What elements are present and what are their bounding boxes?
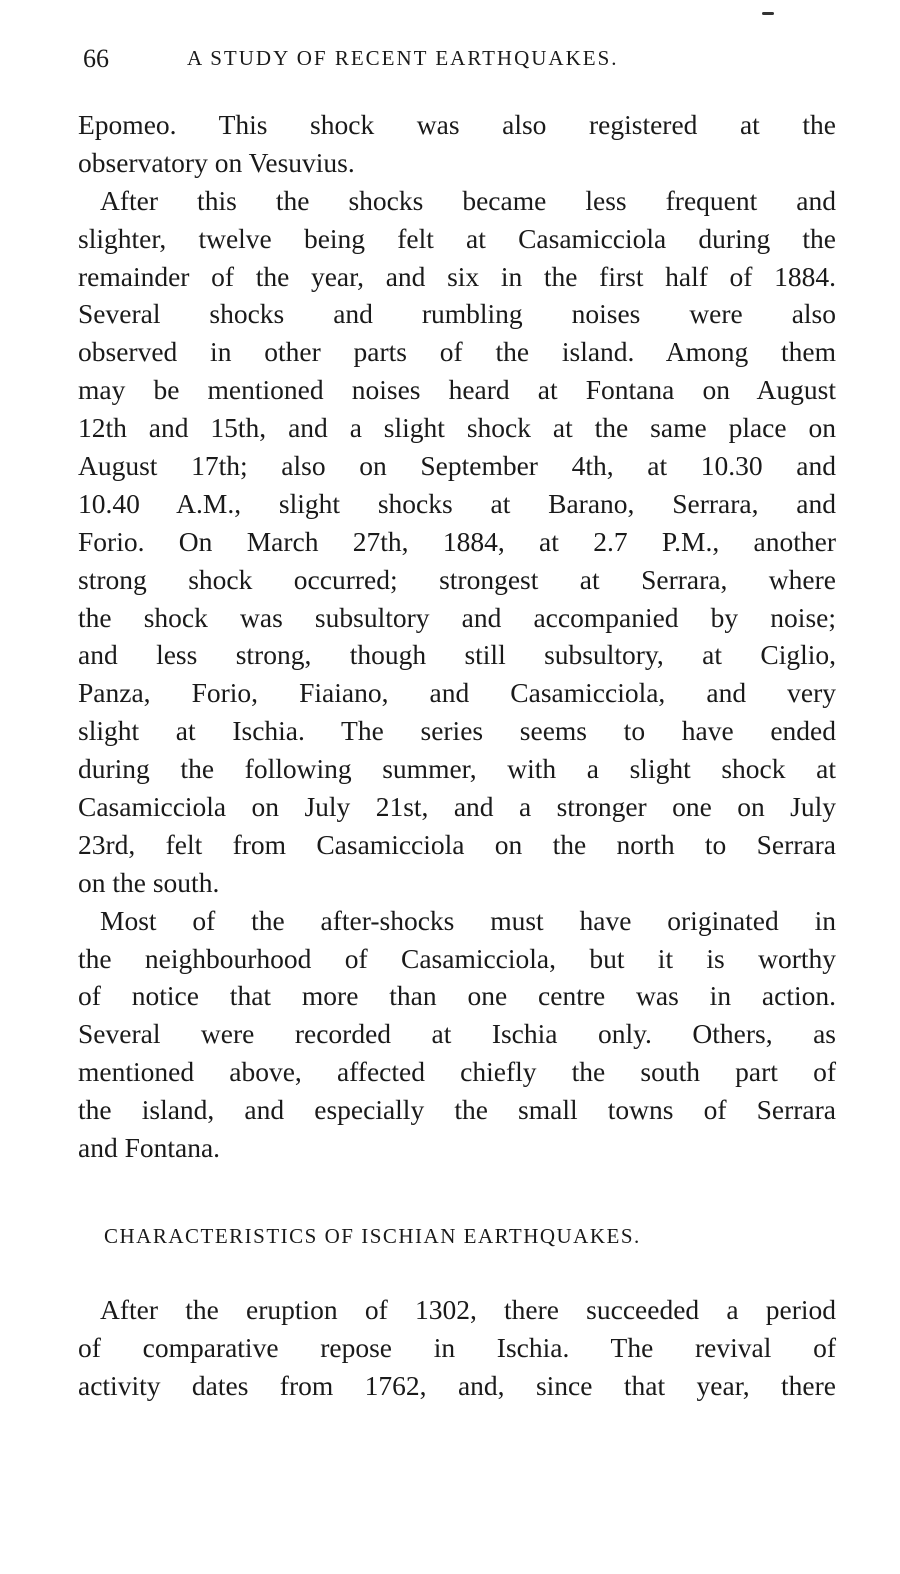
text-line: After the eruption of 1302, there succeeded a period: [100, 1294, 836, 1325]
text-line: Panza, Forio, Fiaiano, and Casamicciola, and very: [78, 677, 836, 709]
running-title: A STUDY OF RECENT EARTHQUAKES.: [187, 46, 619, 70]
text-line: on the south.: [78, 866, 220, 898]
text-line: may be mentioned noises heard at Fontana on August: [78, 374, 836, 406]
final-paragraph: [78, 1291, 836, 1405]
text-line: and less strong, though still subsultory, at Ciglio,: [78, 639, 836, 671]
text-line: remainder of the year, and six in the first half of 1884.: [78, 260, 836, 292]
text-line: of notice that more than one centre was in action.: [78, 980, 836, 1012]
text-line: mentioned above, affected chiefly the south part of: [78, 1056, 836, 1088]
text-line: Several shocks and rumbling noises were also: [78, 298, 836, 330]
text-line: observed in other parts of the island. Among them: [78, 336, 836, 368]
scan-mark: [762, 12, 774, 15]
text-line: slighter, twelve being felt at Casamicciola during the: [78, 222, 836, 254]
text-line: 23rd, felt from Casamicciola on the north to Serrara: [78, 828, 836, 860]
text-line: Casamicciola on July 21st, and a stronger one on July: [78, 791, 836, 823]
text-line: Most of the after-shocks must have originated in: [100, 904, 836, 936]
page-number: 66: [83, 44, 109, 73]
body-text: [78, 106, 836, 1167]
text-line: After this the shocks became less frequent and: [100, 184, 836, 216]
text-line: activity dates from 1762, and, since that year, there: [78, 1369, 836, 1401]
text-line: August 17th; also on September 4th, at 10.30 and: [78, 450, 836, 482]
text-line: Epomeo. This shock was also registered at the: [78, 109, 836, 140]
text-line: Several were recorded at Ischia only. Others, as: [78, 1018, 836, 1050]
text-line: and Fontana.: [78, 1132, 221, 1164]
text-line: the island, and especially the small towns of Serrara: [78, 1094, 836, 1126]
text-line: during the following summer, with a slight shock at: [78, 753, 836, 785]
text-line: strong shock occurred; strongest at Serrara, where: [78, 563, 836, 595]
text-line: the neighbourhood of Casamicciola, but it is worthy: [78, 942, 836, 974]
text-line: 12th and 15th, and a slight shock at the same place on: [78, 412, 836, 444]
text-line: of comparative repose in Ischia. The revival of: [78, 1331, 836, 1363]
section-heading: CHARACTERISTICS OF ISCHIAN EARTHQUAKES.: [104, 1224, 641, 1248]
text-line: observatory on Vesuvius.: [78, 146, 355, 178]
text-line: Forio. On March 27th, 1884, at 2.7 P.M., another: [78, 525, 836, 557]
text-line: slight at Ischia. The series seems to have ended: [78, 715, 836, 747]
text-line: the shock was subsultory and accompanied by noise;: [78, 601, 836, 633]
text-line: 10.40 A.M., slight shocks at Barano, Serrara, and: [78, 487, 836, 519]
